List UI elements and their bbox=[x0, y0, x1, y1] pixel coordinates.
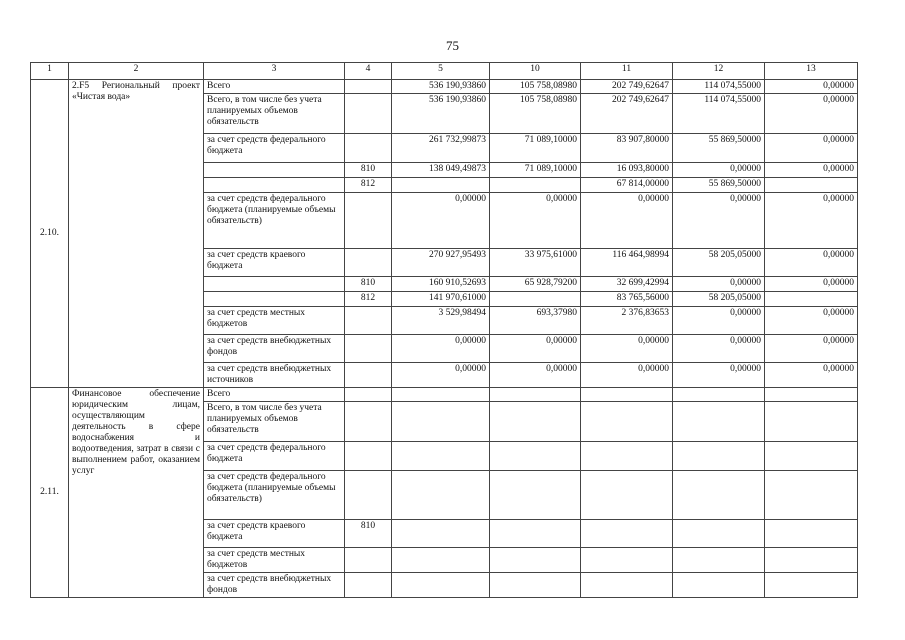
funding-source-label: за счет средств внебюджетных источников bbox=[204, 363, 345, 388]
budget-code bbox=[345, 80, 392, 94]
amount-cell bbox=[392, 178, 490, 193]
amount-cell: 0,00000 bbox=[673, 163, 765, 178]
amount-cell: 0,00000 bbox=[581, 363, 673, 388]
column-header: 13 bbox=[765, 63, 858, 80]
amount-cell bbox=[765, 471, 858, 520]
amount-cell: 0,00000 bbox=[765, 277, 858, 292]
amount-cell bbox=[490, 402, 581, 442]
funding-source-label: Всего bbox=[204, 388, 345, 402]
amount-cell: 536 190,93860 bbox=[392, 80, 490, 94]
amount-cell: 0,00000 bbox=[490, 193, 581, 249]
amount-cell bbox=[490, 520, 581, 548]
amount-cell bbox=[490, 442, 581, 471]
budget-code: 810 bbox=[345, 277, 392, 292]
amount-cell bbox=[765, 573, 858, 598]
amount-cell bbox=[581, 520, 673, 548]
amount-cell bbox=[490, 292, 581, 307]
amount-cell: 32 699,42994 bbox=[581, 277, 673, 292]
budget-code bbox=[345, 573, 392, 598]
amount-cell: 116 464,98994 bbox=[581, 249, 673, 277]
amount-cell: 71 089,10000 bbox=[490, 134, 581, 163]
amount-cell: 0,00000 bbox=[765, 249, 858, 277]
amount-cell bbox=[490, 548, 581, 573]
amount-cell bbox=[673, 471, 765, 520]
amount-cell: 536 190,93860 bbox=[392, 94, 490, 134]
amount-cell: 0,00000 bbox=[490, 335, 581, 363]
funding-source-label bbox=[204, 163, 345, 178]
amount-cell: 0,00000 bbox=[392, 335, 490, 363]
budget-code bbox=[345, 363, 392, 388]
budget-code bbox=[345, 94, 392, 134]
amount-cell: 0,00000 bbox=[490, 363, 581, 388]
amount-cell: 261 732,99873 bbox=[392, 134, 490, 163]
amount-cell: 67 814,00000 bbox=[581, 178, 673, 193]
amount-cell bbox=[392, 471, 490, 520]
funding-source-label bbox=[204, 292, 345, 307]
amount-cell: 0,00000 bbox=[765, 94, 858, 134]
amount-cell: 693,37980 bbox=[490, 307, 581, 335]
budget-code bbox=[345, 442, 392, 471]
amount-cell: 33 975,61000 bbox=[490, 249, 581, 277]
amount-cell bbox=[490, 471, 581, 520]
budget-code bbox=[345, 335, 392, 363]
amount-cell: 138 049,49873 bbox=[392, 163, 490, 178]
amount-cell: 0,00000 bbox=[673, 307, 765, 335]
amount-cell: 3 529,98494 bbox=[392, 307, 490, 335]
amount-cell: 0,00000 bbox=[765, 80, 858, 94]
amount-cell bbox=[765, 388, 858, 402]
amount-cell bbox=[765, 402, 858, 442]
amount-cell: 0,00000 bbox=[673, 193, 765, 249]
amount-cell bbox=[581, 442, 673, 471]
amount-cell bbox=[765, 520, 858, 548]
column-header: 10 bbox=[490, 63, 581, 80]
amount-cell: 141 970,61000 bbox=[392, 292, 490, 307]
amount-cell: 16 093,80000 bbox=[581, 163, 673, 178]
amount-cell bbox=[673, 442, 765, 471]
amount-cell bbox=[765, 178, 858, 193]
budget-code: 810 bbox=[345, 163, 392, 178]
amount-cell bbox=[765, 442, 858, 471]
column-header: 5 bbox=[392, 63, 490, 80]
amount-cell: 160 910,52693 bbox=[392, 277, 490, 292]
amount-cell: 114 074,55000 bbox=[673, 94, 765, 134]
section-name: Финансовое обеспечение юридическим лицам, осуществляющим деятельность в сфере водоснабжения и водоотведения, затрат в связи с выполнением работ, оказанием услуг bbox=[69, 388, 204, 598]
budget-table bbox=[30, 62, 858, 598]
column-header: 12 bbox=[673, 63, 765, 80]
funding-source-label: за счет средств местных бюджетов bbox=[204, 307, 345, 335]
budget-code bbox=[345, 388, 392, 402]
amount-cell: 0,00000 bbox=[765, 193, 858, 249]
amount-cell bbox=[673, 520, 765, 548]
amount-cell: 55 869,50000 bbox=[673, 178, 765, 193]
column-header: 1 bbox=[31, 63, 69, 80]
amount-cell bbox=[392, 442, 490, 471]
funding-source-label: за счет средств федерального бюджета bbox=[204, 442, 345, 471]
budget-code bbox=[345, 402, 392, 442]
amount-cell: 105 758,08980 bbox=[490, 80, 581, 94]
amount-cell: 0,00000 bbox=[581, 335, 673, 363]
amount-cell: 58 205,05000 bbox=[673, 249, 765, 277]
amount-cell: 55 869,50000 bbox=[673, 134, 765, 163]
funding-source-label: Всего, в том числе без учета планируемых объемов обязательств bbox=[204, 94, 345, 134]
amount-cell bbox=[673, 402, 765, 442]
budget-code bbox=[345, 134, 392, 163]
amount-cell: 202 749,62647 bbox=[581, 80, 673, 94]
funding-source-label: Всего, в том числе без учета планируемых объемов обязательств bbox=[204, 402, 345, 442]
funding-source-label: за счет средств внебюджетных фондов bbox=[204, 335, 345, 363]
amount-cell bbox=[673, 573, 765, 598]
budget-code bbox=[345, 548, 392, 573]
funding-source-label: за счет средств краевого бюджета bbox=[204, 520, 345, 548]
amount-cell: 0,00000 bbox=[392, 363, 490, 388]
amount-cell: 83 907,80000 bbox=[581, 134, 673, 163]
amount-cell bbox=[765, 548, 858, 573]
amount-cell: 71 089,10000 bbox=[490, 163, 581, 178]
amount-cell: 0,00000 bbox=[765, 163, 858, 178]
section-number: 2.10. bbox=[31, 80, 69, 388]
amount-cell bbox=[392, 402, 490, 442]
budget-code bbox=[345, 307, 392, 335]
amount-cell: 58 205,05000 bbox=[673, 292, 765, 307]
amount-cell bbox=[490, 573, 581, 598]
amount-cell bbox=[392, 573, 490, 598]
amount-cell: 0,00000 bbox=[673, 277, 765, 292]
amount-cell bbox=[490, 388, 581, 402]
amount-cell bbox=[765, 292, 858, 307]
page-number: 75 bbox=[446, 38, 459, 53]
budget-code bbox=[345, 193, 392, 249]
amount-cell bbox=[581, 402, 673, 442]
table-row bbox=[31, 388, 858, 402]
amount-cell: 0,00000 bbox=[765, 134, 858, 163]
amount-cell bbox=[581, 548, 673, 573]
amount-cell bbox=[392, 388, 490, 402]
amount-cell bbox=[581, 573, 673, 598]
amount-cell: 2 376,83653 bbox=[581, 307, 673, 335]
column-header: 3 bbox=[204, 63, 345, 80]
funding-source-label bbox=[204, 178, 345, 193]
header-row bbox=[31, 63, 858, 80]
funding-source-label: за счет средств федерального бюджета (планируемые объемы обязательств) bbox=[204, 471, 345, 520]
section-number: 2.11. bbox=[31, 388, 69, 598]
column-header: 4 bbox=[345, 63, 392, 80]
budget-code: 812 bbox=[345, 178, 392, 193]
amount-cell bbox=[581, 388, 673, 402]
funding-source-label bbox=[204, 277, 345, 292]
amount-cell: 0,00000 bbox=[765, 307, 858, 335]
amount-cell bbox=[490, 178, 581, 193]
amount-cell bbox=[392, 548, 490, 573]
amount-cell: 83 765,56000 bbox=[581, 292, 673, 307]
amount-cell: 270 927,95493 bbox=[392, 249, 490, 277]
section-name: 2.F5 Региональный проект «Чистая вода» bbox=[69, 80, 204, 388]
amount-cell: 114 074,55000 bbox=[673, 80, 765, 94]
amount-cell: 0,00000 bbox=[765, 335, 858, 363]
amount-cell: 0,00000 bbox=[673, 335, 765, 363]
amount-cell: 0,00000 bbox=[581, 193, 673, 249]
amount-cell: 0,00000 bbox=[765, 363, 858, 388]
amount-cell: 105 758,08980 bbox=[490, 94, 581, 134]
funding-source-label: за счет средств федерального бюджета bbox=[204, 134, 345, 163]
funding-source-label: за счет средств федерального бюджета (планируемые объемы обязательств) bbox=[204, 193, 345, 249]
amount-cell bbox=[392, 520, 490, 548]
amount-cell: 0,00000 bbox=[392, 193, 490, 249]
column-header: 11 bbox=[581, 63, 673, 80]
amount-cell: 202 749,62647 bbox=[581, 94, 673, 134]
amount-cell: 65 928,79200 bbox=[490, 277, 581, 292]
funding-source-label: за счет средств местных бюджетов bbox=[204, 548, 345, 573]
table-row bbox=[31, 80, 858, 94]
budget-code bbox=[345, 471, 392, 520]
amount-cell: 0,00000 bbox=[673, 363, 765, 388]
column-header: 2 bbox=[69, 63, 204, 80]
amount-cell bbox=[673, 388, 765, 402]
funding-source-label: за счет средств внебюджетных фондов bbox=[204, 573, 345, 598]
budget-code: 810 bbox=[345, 520, 392, 548]
amount-cell bbox=[673, 548, 765, 573]
amount-cell bbox=[581, 471, 673, 520]
funding-source-label: за счет средств краевого бюджета bbox=[204, 249, 345, 277]
budget-code: 812 bbox=[345, 292, 392, 307]
budget-code bbox=[345, 249, 392, 277]
funding-source-label: Всего bbox=[204, 80, 345, 94]
